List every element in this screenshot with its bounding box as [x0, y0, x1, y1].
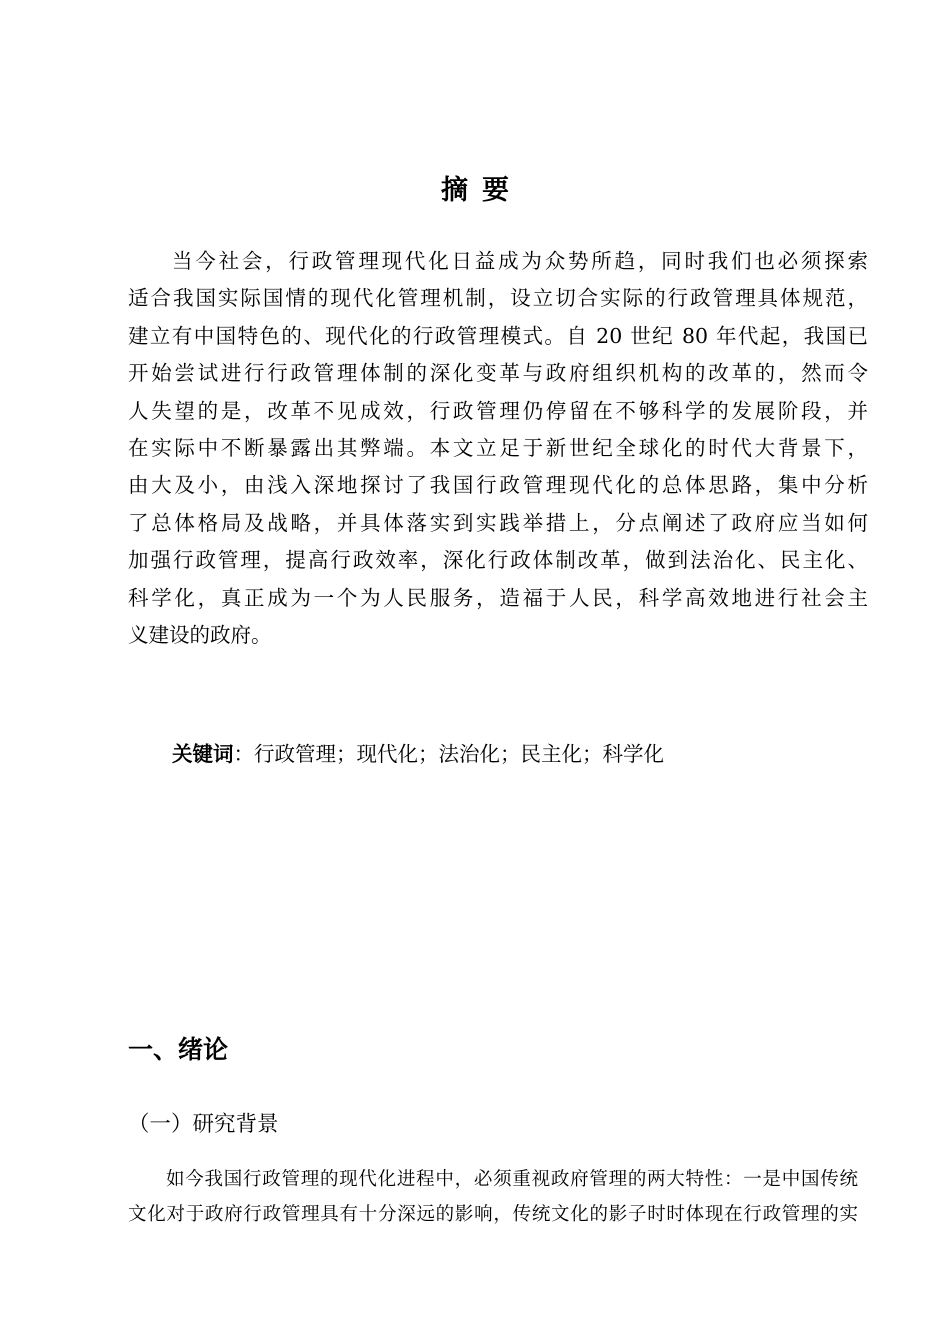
abstract-line: 开始尝试进行行政管理体制的深化变革与政府组织机构的改革的，然而令: [128, 361, 868, 386]
section-heading: 一、绪论: [128, 1035, 229, 1064]
abstract-line: 科学化，真正成为一个为人民服务，造福于人民，科学高效地进行社会主: [128, 585, 868, 610]
abstract-line: 了总体格局及战略，并具体落实到实践举措上，分点阐述了政府应当如何: [128, 510, 868, 535]
keywords-label: 关键词: [172, 742, 234, 766]
abstract-line: 加强行政管理，提高行政效率，深化行政体制改革，做到法治化、民主化、: [128, 548, 868, 573]
abstract-line: 当今社会，行政管理现代化日益成为众势所趋，同时我们也必须探索: [172, 249, 868, 273]
keywords: [172, 736, 664, 772]
keywords-value: 行政管理；现代化；法治化；民主化；科学化: [254, 742, 664, 766]
intro-line: 文化对于政府行政管理具有十分深远的影响，传统文化的影子时时体现在行政管理的实: [128, 1204, 858, 1225]
subsection-heading: （一）研究背景: [128, 1112, 279, 1137]
abstract-line: 义建设的政府。: [128, 623, 272, 648]
abstract-line: 人失望的是，改革不见成效，行政管理仍停留在不够科学的发展阶段，并: [128, 398, 868, 423]
abstract-title: 摘要: [441, 175, 523, 206]
abstract-paragraph: [128, 243, 868, 654]
abstract-line: 适合我国实际国情的现代化管理机制，设立切合实际的行政管理具体规范，: [128, 286, 868, 311]
intro-paragraph: [128, 1162, 858, 1232]
intro-line: 如今我国行政管理的现代化进程中，必须重视政府管理的两大特性：一是中国传统: [166, 1169, 858, 1190]
abstract-body: [128, 243, 868, 654]
abstract-line: 由大及小，由浅入深地探讨了我国行政管理现代化的总体思路，集中分析: [128, 473, 868, 498]
abstract-line: 在实际中不断暴露出其弊端。本文立足于新世纪全球化的时代大背景下，: [128, 436, 868, 461]
keywords-separator: ：: [233, 742, 254, 766]
abstract-line: 建立有中国特色的、现代化的行政管理模式。自 20 世纪 80 年代起，我国已: [128, 323, 868, 348]
